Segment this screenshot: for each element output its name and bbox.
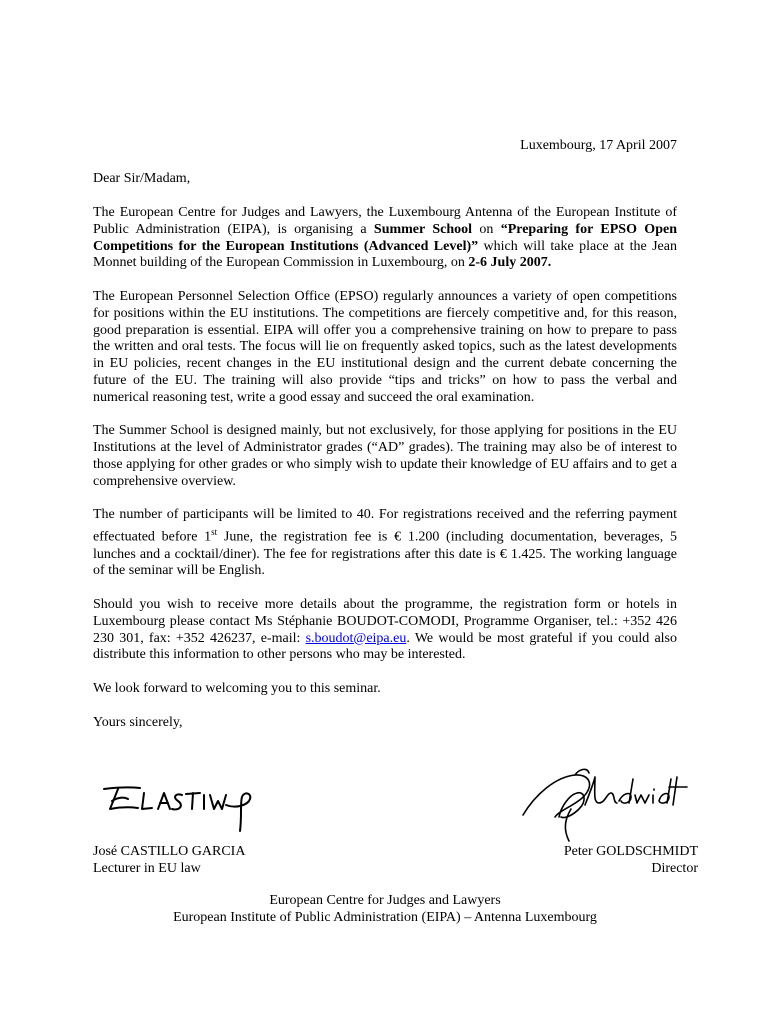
paragraph-epso: The European Personnel Selection Office (EPSO) regularly announces a variety of open competitions for positions within the EU institutions. The competitions are fiercely competitive and, for this reason, good preparation is essential. EIPA will offer you a comprehensive training on how to prepare to pass the written and oral tests. The focus will lie on frequently asked topics, such as the latest developments in EU policies, recent changes in the EU institutional design and the current debate concerning the future of the EU. The training will also provide “tips and tricks” on how to pass the verbal and numerical reasoning test, write a good essay and succeed the oral examination. [93,288,677,405]
paragraph-fees: The number of participants will be limited to 40. For registrations received and the referring payment effectuated before 1st June, the registration fee is € 1.200 (including documentation, beverages, 5 lunches and a cocktail/diner). The fee for registrations after this date is € 1.425. The working language of the seminar will be English. [93,507,677,579]
paragraph-intro: The European Centre for Judges and Lawyers, the Luxembourg Antenna of the European Institute of Public Administration (EIPA), is organising a Summer School on “Preparing for EPSO Open Competitions for the European Institutions (Advanced Level)” which will take place at the Jean Monnet building of the European Commission in Luxembourg, on 2-6 July 2007. [93,205,677,271]
footer-line-2: European Institute of Public Administration (EIPA) – Antenna Luxembourg [173,910,597,925]
letter-date: Luxembourg, 17 April 2007 [520,138,677,153]
paragraph-audience: The Summer School is designed mainly, but not exclusively, for those applying for positions in the EU Institutions at the level of Administrator grades (“AD” grades). The training may also be of interest to those applying for other grades or who simply wish to update their knowledge of EU affairs and to get a comprehensive overview. [93,423,677,489]
signer-right-name: Peter GOLDSCHMIDT [563,844,698,859]
paragraph-welcome: We look forward to welcoming you to this seminar. [93,680,381,696]
salutation: Dear Sir/Madam, [93,171,191,186]
signer-left-title: Lecturer in EU law [93,861,201,876]
signer-left-name: José CASTILLO GARCIA [93,844,246,859]
footer-line-1: European Centre for Judges and Lawyers [269,893,501,908]
letter-footer [0,892,770,926]
closing: Yours sincerely, [93,714,183,730]
email-link[interactable]: s.boudot@eipa.eu [305,630,407,646]
letter-body [93,205,677,748]
signer-left [93,843,245,877]
signature-left-image [100,775,260,835]
signer-right [564,843,698,877]
signer-right-title: Director [651,861,698,876]
paragraph-contact: Should you wish to receive more details about the programme, the registration form or hotels in Luxembourg please contact Ms Stéphanie BOUDOT-COMODI, Programme Organiser, tel.: +352 426 230 301, fax: +352 426237, e-mail: s.boudot@eipa.eu. We would be most grateful if you could also distribute this information to other persons who may be interested. [93,596,678,663]
signature-right-image [515,765,705,845]
